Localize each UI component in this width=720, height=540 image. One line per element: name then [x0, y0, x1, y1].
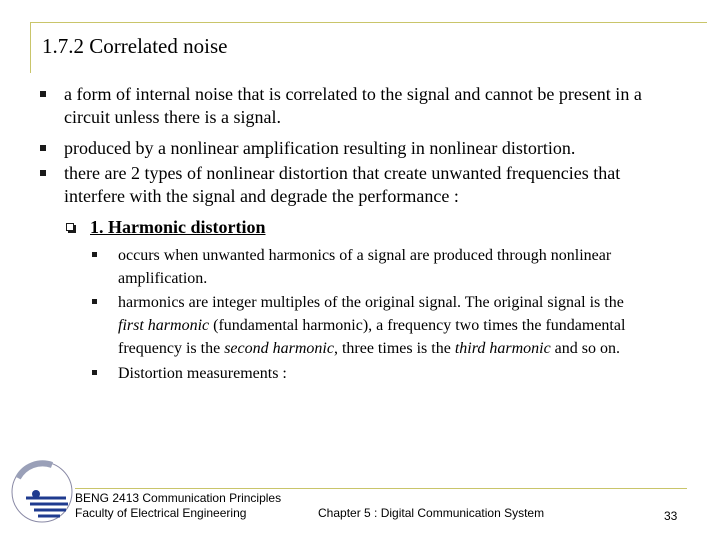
bullet-line: circuit unless there is a signal.: [64, 107, 281, 127]
footer-chapter: Chapter 5 : Digital Communication System: [318, 506, 545, 520]
subbullet-span: (fundamental harmonic), a frequency two times the fundamental: [209, 317, 626, 334]
footer-rule: [75, 488, 687, 489]
subbullet-span: and so on.: [550, 340, 620, 357]
university-logo: [8, 458, 76, 526]
subbullet-line: Distortion measurements :: [118, 365, 287, 382]
italic-term: third harmonic: [454, 340, 551, 357]
subbullet-text: [118, 244, 611, 290]
subheading-marker: [66, 223, 74, 231]
bullet-text: [64, 83, 642, 129]
bullet-marker: [40, 170, 46, 176]
bullet-line: there are 2 types of nonlinear distortion that create unwanted frequencies that: [64, 163, 621, 183]
slide-title: 1.7.2 Correlated noise: [42, 34, 228, 58]
bullet-line: produced by a nonlinear amplification resulting in nonlinear distortion.: [64, 138, 576, 158]
bullet-marker: [40, 91, 46, 97]
bullet-line: interfere with the signal and degrade the performance :: [64, 186, 459, 206]
bullet-line: a form of internal noise that is correlated to the signal and cannot be present in a: [64, 84, 642, 104]
footer-faculty: Faculty of Electrical Engineering: [75, 506, 247, 520]
bullet-marker: [40, 145, 46, 151]
subbullet-text: [118, 362, 287, 385]
subbullet-marker: [92, 299, 97, 304]
subbullet-span: frequency is the: [118, 340, 225, 357]
footer-course: BENG 2413 Communication Principles: [75, 491, 282, 505]
subbullet-line: harmonics are integer multiples of the original signal. The original signal is the: [118, 294, 624, 311]
page-number: 33: [664, 509, 678, 523]
italic-term: second harmonic: [224, 340, 334, 357]
subheading: 1. Harmonic distortion: [90, 217, 266, 237]
subbullet-text: [118, 291, 625, 360]
subbullet-marker: [92, 252, 97, 257]
subbullet-line: [118, 314, 625, 337]
subbullet-line: occurs when unwanted harmonics of a signal are produced through nonlinear: [118, 247, 612, 264]
bullet-text: [64, 162, 620, 208]
italic-term: first harmonic: [118, 317, 210, 334]
subbullet-line: amplification.: [118, 270, 208, 287]
bullet-text: [64, 137, 575, 160]
subbullet-marker: [92, 370, 97, 375]
subbullet-span: , three times is the: [333, 340, 455, 357]
subbullet-line: [118, 337, 625, 360]
